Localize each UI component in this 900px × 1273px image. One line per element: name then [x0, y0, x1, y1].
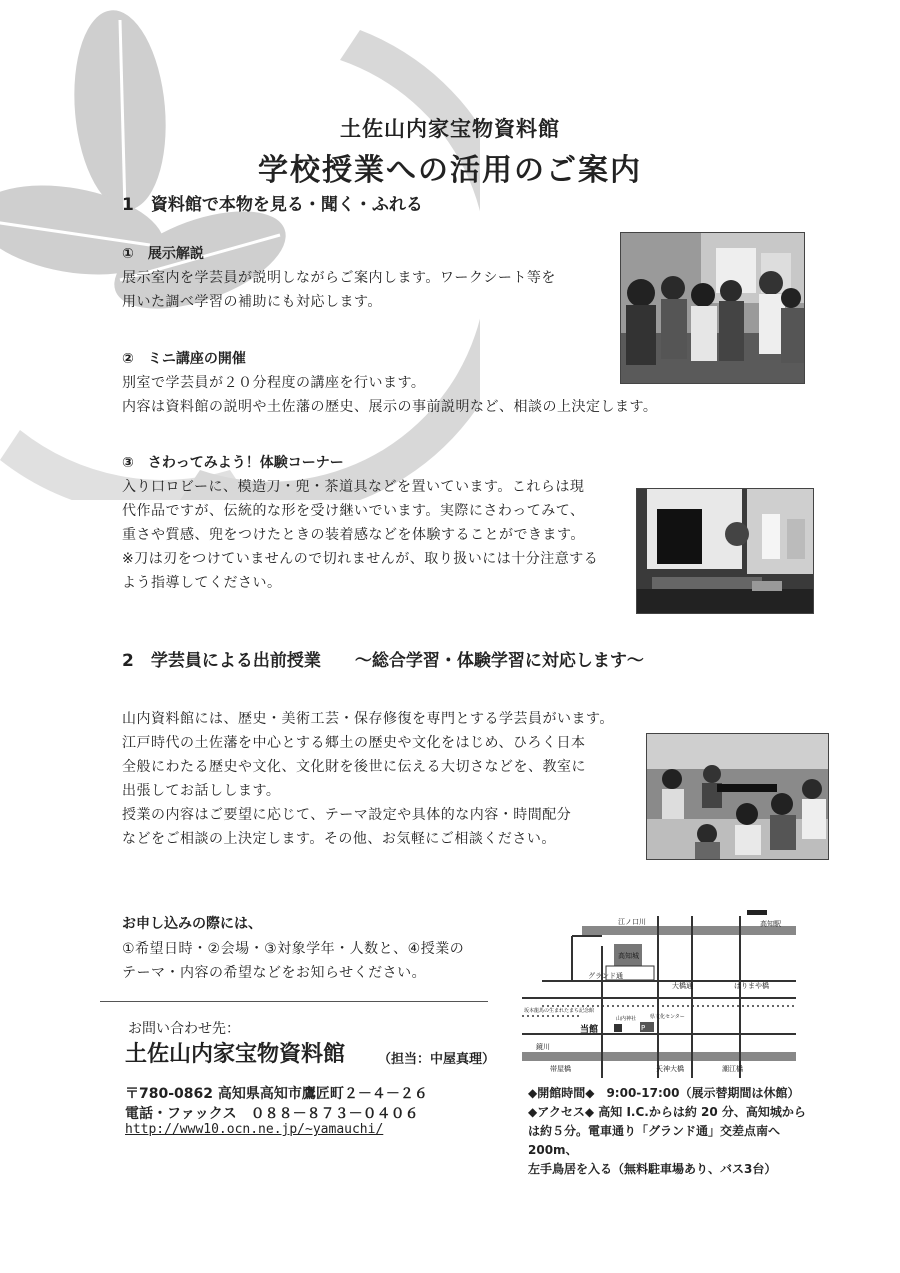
map-label-culture-center: 県文化センター — [650, 1014, 685, 1020]
item3-text: 入り口ロビーに、模造刀・兜・茶道具などを置いています。これらは現 代作品ですが、伝統的な形を受け継いでいます。実際にさわってみて、 重さや質感、兜をつけたときの装着感などを体験することができます。 ※刀は刃をつけていませんので切れませんが、取り扱いには十分注意する よう指導してください。 — [122, 479, 599, 591]
map-label-kochi-station: 高知駅 — [760, 920, 781, 928]
contact-person: （担当：中屋真理） — [378, 1052, 496, 1067]
map-label-obiya-bridge: 帯屋橋 — [550, 1065, 571, 1073]
divider — [100, 1001, 488, 1002]
map-label-ushioe-bridge: 潮江橋 — [722, 1065, 743, 1073]
map-label-ryoma-museum: 坂本龍馬の生まれたまち記念館 — [524, 1008, 595, 1014]
access-map — [522, 906, 796, 1078]
application-title: お申し込みの際には、 — [122, 916, 262, 932]
lobby-corner-photo — [636, 488, 814, 614]
page-title: 学校授業への活用のご案内 — [258, 153, 642, 188]
item1-text: 展示室内を学芸員が説明しながらご案内します。ワークシート等を 用いた調べ学習の補助にも対応します。 — [122, 270, 556, 310]
map-label-harimayabashi: はりまや橋 — [734, 982, 769, 990]
map-label-parking: P — [641, 1024, 646, 1032]
item2-text: 別室で学芸員が２０分程度の講座を行います。 内容は資料館の説明や土佐藩の歴史、展示の事前説明など、相談の上決定します。 — [122, 375, 658, 415]
contact-url-link[interactable]: http://www10.ocn.ne.jp/~yamauchi/ — [125, 1122, 384, 1137]
section2-text: 山内資料館には、歴史・美術工芸・保存修復を専門とする学芸員がいます。 江戸時代の土佐藩を中心とする郷土の歴史や文化をはじめ、ひろく日本 全般にわたる歴史や文化、文化財を後世に伝える大切さなどを、教室に 出張してお話しします。 授業の内容はご要望に応じて、テーマ設定や具体的な内容・時間配分 などをご相談の上決定します。その他、お気軽にご相談ください。 — [122, 711, 614, 847]
section2-heading: 2 学芸員による出前授業 ～総合学習・体験学習に対応します～ — [122, 651, 644, 671]
item2-title: ② ミニ講座の開催 — [122, 351, 246, 367]
map-label-yamauchi-shrine: 山内神社 — [616, 1016, 637, 1022]
outreach-class-photo — [646, 733, 829, 860]
contact-org-name: 土佐山内家宝物資料館 — [125, 1042, 346, 1067]
contact-address: 〒780-0862 高知県高知市鷹匠町２－４－２６ — [125, 1086, 428, 1102]
map-label-kagami-river: 鏡川 — [536, 1043, 550, 1051]
opening-hours: ◆開館時間◆ 9:00-17:00（展示替期間は休館） — [528, 1086, 800, 1100]
map-label-obashi-dori: 大橋通 — [672, 982, 693, 990]
application-text: ①希望日時・②会場・③対象学年・人数と、④授業の テーマ・内容の希望などをお知らせください。 — [122, 941, 465, 981]
contact-phone: 電話・ファックス ０８８－８７３－０４０６ — [125, 1106, 419, 1122]
map-label-river-enokuchi: 江ノ口川 — [618, 918, 646, 926]
org-title: 土佐山内家宝物資料館 — [340, 117, 560, 141]
contact-label: お問い合わせ先： — [128, 1021, 240, 1037]
section1-heading: 1 資料館で本物を見る・聞く・ふれる — [122, 195, 423, 215]
item1-title: ① 展示解説 — [122, 246, 204, 262]
map-label-tenjin-bridge: 天神大橋 — [656, 1065, 684, 1073]
map-label-this-museum: 当館 — [580, 1025, 599, 1035]
map-label-grand-dori: グランド通 — [588, 972, 623, 980]
access-info: ◆アクセス◆ 高知 I.C.からは約 20 分、高知城から は約５分。電車通り「グランド通」交差点南へ200m、 左手鳥居を入る（無料駐車場あり、バス3台） — [528, 1105, 806, 1176]
item3-title: ③ さわってみよう！体験コーナー — [122, 455, 344, 471]
family-crest-emblem — [0, 0, 480, 500]
gallery-tour-photo — [620, 232, 805, 384]
map-label-kochi-castle: 高知城 — [618, 952, 639, 960]
